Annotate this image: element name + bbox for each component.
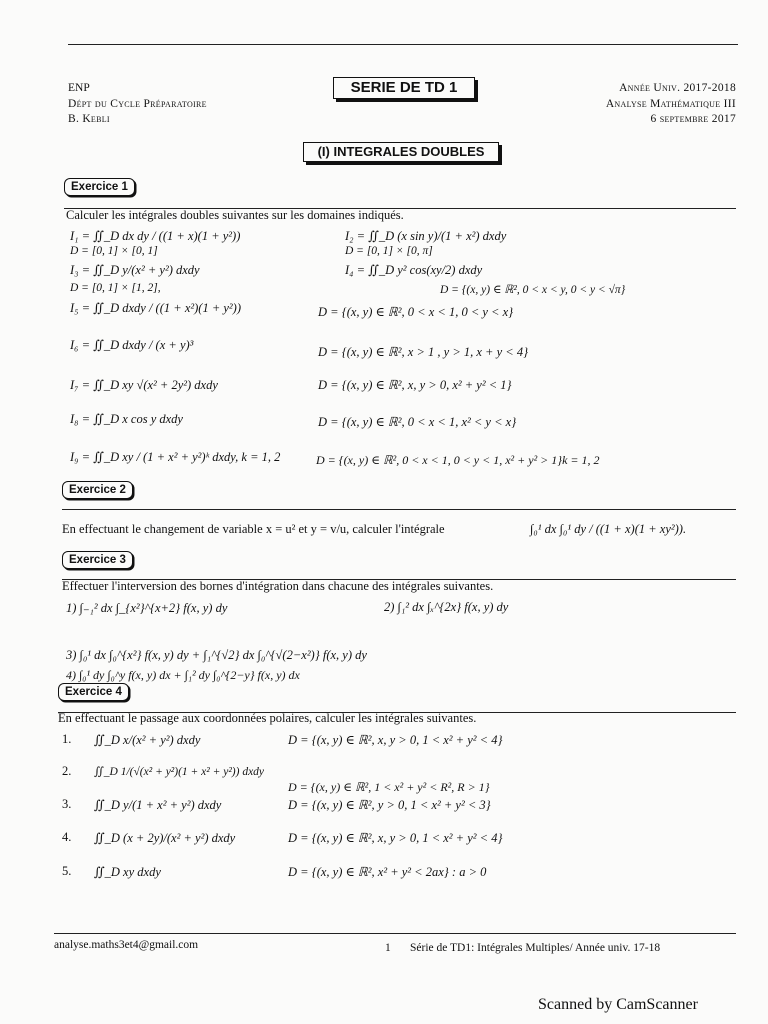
integral-I6: I₆ = ∬_D dxdy / (x + y)³ xyxy=(70,338,194,352)
exercise-4-item-4-integral: ∬_D (x + 2y)/(x² + y²) dxdy xyxy=(94,831,236,845)
page-title xyxy=(333,77,475,99)
domain-I9: D = {(x, y) ∈ ℝ², 0 < x < 1, 0 < y < 1, x² + y² > 1}k = 1, 2 xyxy=(316,453,600,467)
integral-I1: I₁ = ∬_D dx dy / ((1 + x)(1 + y²)) xyxy=(70,229,241,243)
exercise-4-item-3-domain: D = {(x, y) ∈ ℝ², y > 0, 1 < x² + y² < 3} xyxy=(288,798,491,812)
integral-I7: I₇ = ∬_D xy √(x² + 2y²) dxdy xyxy=(70,378,218,392)
exercise-3-item-1: 1) ∫₋₁² dx ∫_{x²}^{x+2} f(x, y) dy xyxy=(66,601,228,615)
exercise-4-item-4-num: 4. xyxy=(62,830,72,844)
academic-year: Année Univ. 2017-2018 xyxy=(619,82,736,94)
date: 6 septembre 2017 xyxy=(650,113,736,125)
section-title xyxy=(303,142,499,162)
domain-I1: D = [0, 1] × [0, 1] xyxy=(70,245,158,257)
page-title-text: SERIE DE TD 1 xyxy=(350,79,458,96)
exercise-2-integral: ∫₀¹ dx ∫₀¹ dy / ((1 + x)(1 + xy²)). xyxy=(530,522,687,536)
footer-rule xyxy=(54,933,736,934)
exercise-2-text: En effectuant le changement de variable x = u² et y = v/u, calculer l'intégrale xyxy=(62,522,445,536)
exercise-4-item-1-num: 1. xyxy=(62,732,72,746)
exercise-3-label: Exercice 3 xyxy=(62,551,133,569)
domain-I7: D = {(x, y) ∈ ℝ², x, y > 0, x² + y² < 1} xyxy=(318,378,512,392)
integral-I4: I₄ = ∬_D y² cos(xy/2) dxdy xyxy=(345,263,483,277)
domain-I3: D = [0, 1] × [1, 2], xyxy=(70,282,161,294)
exercise-2-label: Exercice 2 xyxy=(62,481,133,499)
domain-I4: D = {(x, y) ∈ ℝ², 0 < x < y, 0 < y < √π} xyxy=(440,284,626,296)
exercise-3-item-4: 4) ∫₀¹ dy ∫₀^y f(x, y) dx + ∫₁² dy ∫₀^{2−y} f(x, y) dx xyxy=(66,668,300,682)
exercise-4-item-5-domain: D = {(x, y) ∈ ℝ², x² + y² < 2ax} : a > 0 xyxy=(288,865,487,879)
exercise-4-item-1-integral: ∬_D x/(x² + y²) dxdy xyxy=(94,733,201,747)
integral-I8: I₈ = ∬_D x cos y dxdy xyxy=(70,412,183,426)
domain-I8: D = {(x, y) ∈ ℝ², 0 < x < 1, x² < y < x} xyxy=(318,415,517,429)
exercise-1-label: Exercice 1 xyxy=(64,178,135,196)
integral-I2: I₂ = ∬_D (x sin y)/(1 + x²) dxdy xyxy=(345,229,507,243)
integral-I9: I₉ = ∬_D xy / (1 + x² + y²)ᵏ dxdy, k = 1, 2 xyxy=(70,450,281,464)
exercise-3-intro: Effectuer l'interversion des bornes d'intégration dans chacune des intégrales suivantes. xyxy=(62,579,494,593)
domain-I2: D = [0, 1] × [0, π] xyxy=(345,245,433,257)
exercise-4-item-3-num: 3. xyxy=(62,797,72,811)
exercise-2-rule xyxy=(62,509,736,510)
exercise-4-intro: En effectuant le passage aux coordonnées polaires, calculer les intégrales suivantes. xyxy=(58,711,477,725)
footer-email: analyse.maths3et4@gmail.com xyxy=(54,939,199,951)
exercise-4-item-2-num: 2. xyxy=(62,764,72,778)
section-title-text: (I) INTEGRALES DOUBLES xyxy=(317,144,485,159)
exercise-4-item-4-domain: D = {(x, y) ∈ ℝ², x, y > 0, 1 < x² + y² < 4} xyxy=(288,831,503,845)
exercise-4-item-3-integral: ∬_D y/(1 + x² + y²) dxdy xyxy=(94,798,222,812)
exercise-1-intro: Calculer les intégrales doubles suivantes sur les domaines indiqués. xyxy=(66,208,404,222)
exercise-4-item-1-domain: D = {(x, y) ∈ ℝ², x, y > 0, 1 < x² + y² < 4} xyxy=(288,733,503,747)
integral-I3: I₃ = ∬_D y/(x² + y²) dxdy xyxy=(70,263,200,277)
exercise-4-label: Exercice 4 xyxy=(58,683,129,701)
exercise-3-item-3: 3) ∫₀¹ dx ∫₀^{x²} f(x, y) dy + ∫₁^{√2} dx ∫₀^{√(2−x²)} f(x, y) dy xyxy=(66,648,367,662)
top-rule xyxy=(68,44,738,45)
school-name: ENP xyxy=(68,82,90,94)
exercise-4-item-5-integral: ∬_D xy dxdy xyxy=(94,865,161,879)
author: B. Kebli xyxy=(68,113,110,125)
exercise-4-item-2-integral: ∬_D 1/(√(x² + y²)(1 + x² + y²)) dxdy xyxy=(94,766,265,778)
integral-I5: I₅ = ∬_D dxdy / ((1 + x²)(1 + y²)) xyxy=(70,301,241,315)
exercise-4-item-2-domain: D = {(x, y) ∈ ℝ², 1 < x² + y² < R², R > 1} xyxy=(288,780,490,794)
department: Dépt du Cycle Préparatoire xyxy=(68,98,207,110)
footer-page-number: 1 xyxy=(385,942,391,954)
domain-I5: D = {(x, y) ∈ ℝ², 0 < x < 1, 0 < y < x} xyxy=(318,305,514,319)
course-name: Analyse Mathématique III xyxy=(605,98,736,110)
exercise-3-item-2: 2) ∫₁² dx ∫ₓ^{2x} f(x, y) dy xyxy=(384,600,509,614)
footer-info: Série de TD1: Intégrales Multiples/ Année univ. 17-18 xyxy=(410,942,661,954)
exercise-4-item-5-num: 5. xyxy=(62,864,72,878)
domain-I6: D = {(x, y) ∈ ℝ², x > 1 , y > 1, x + y < 4} xyxy=(318,345,529,359)
scanner-watermark: Scanned by CamScanner xyxy=(538,996,698,1013)
